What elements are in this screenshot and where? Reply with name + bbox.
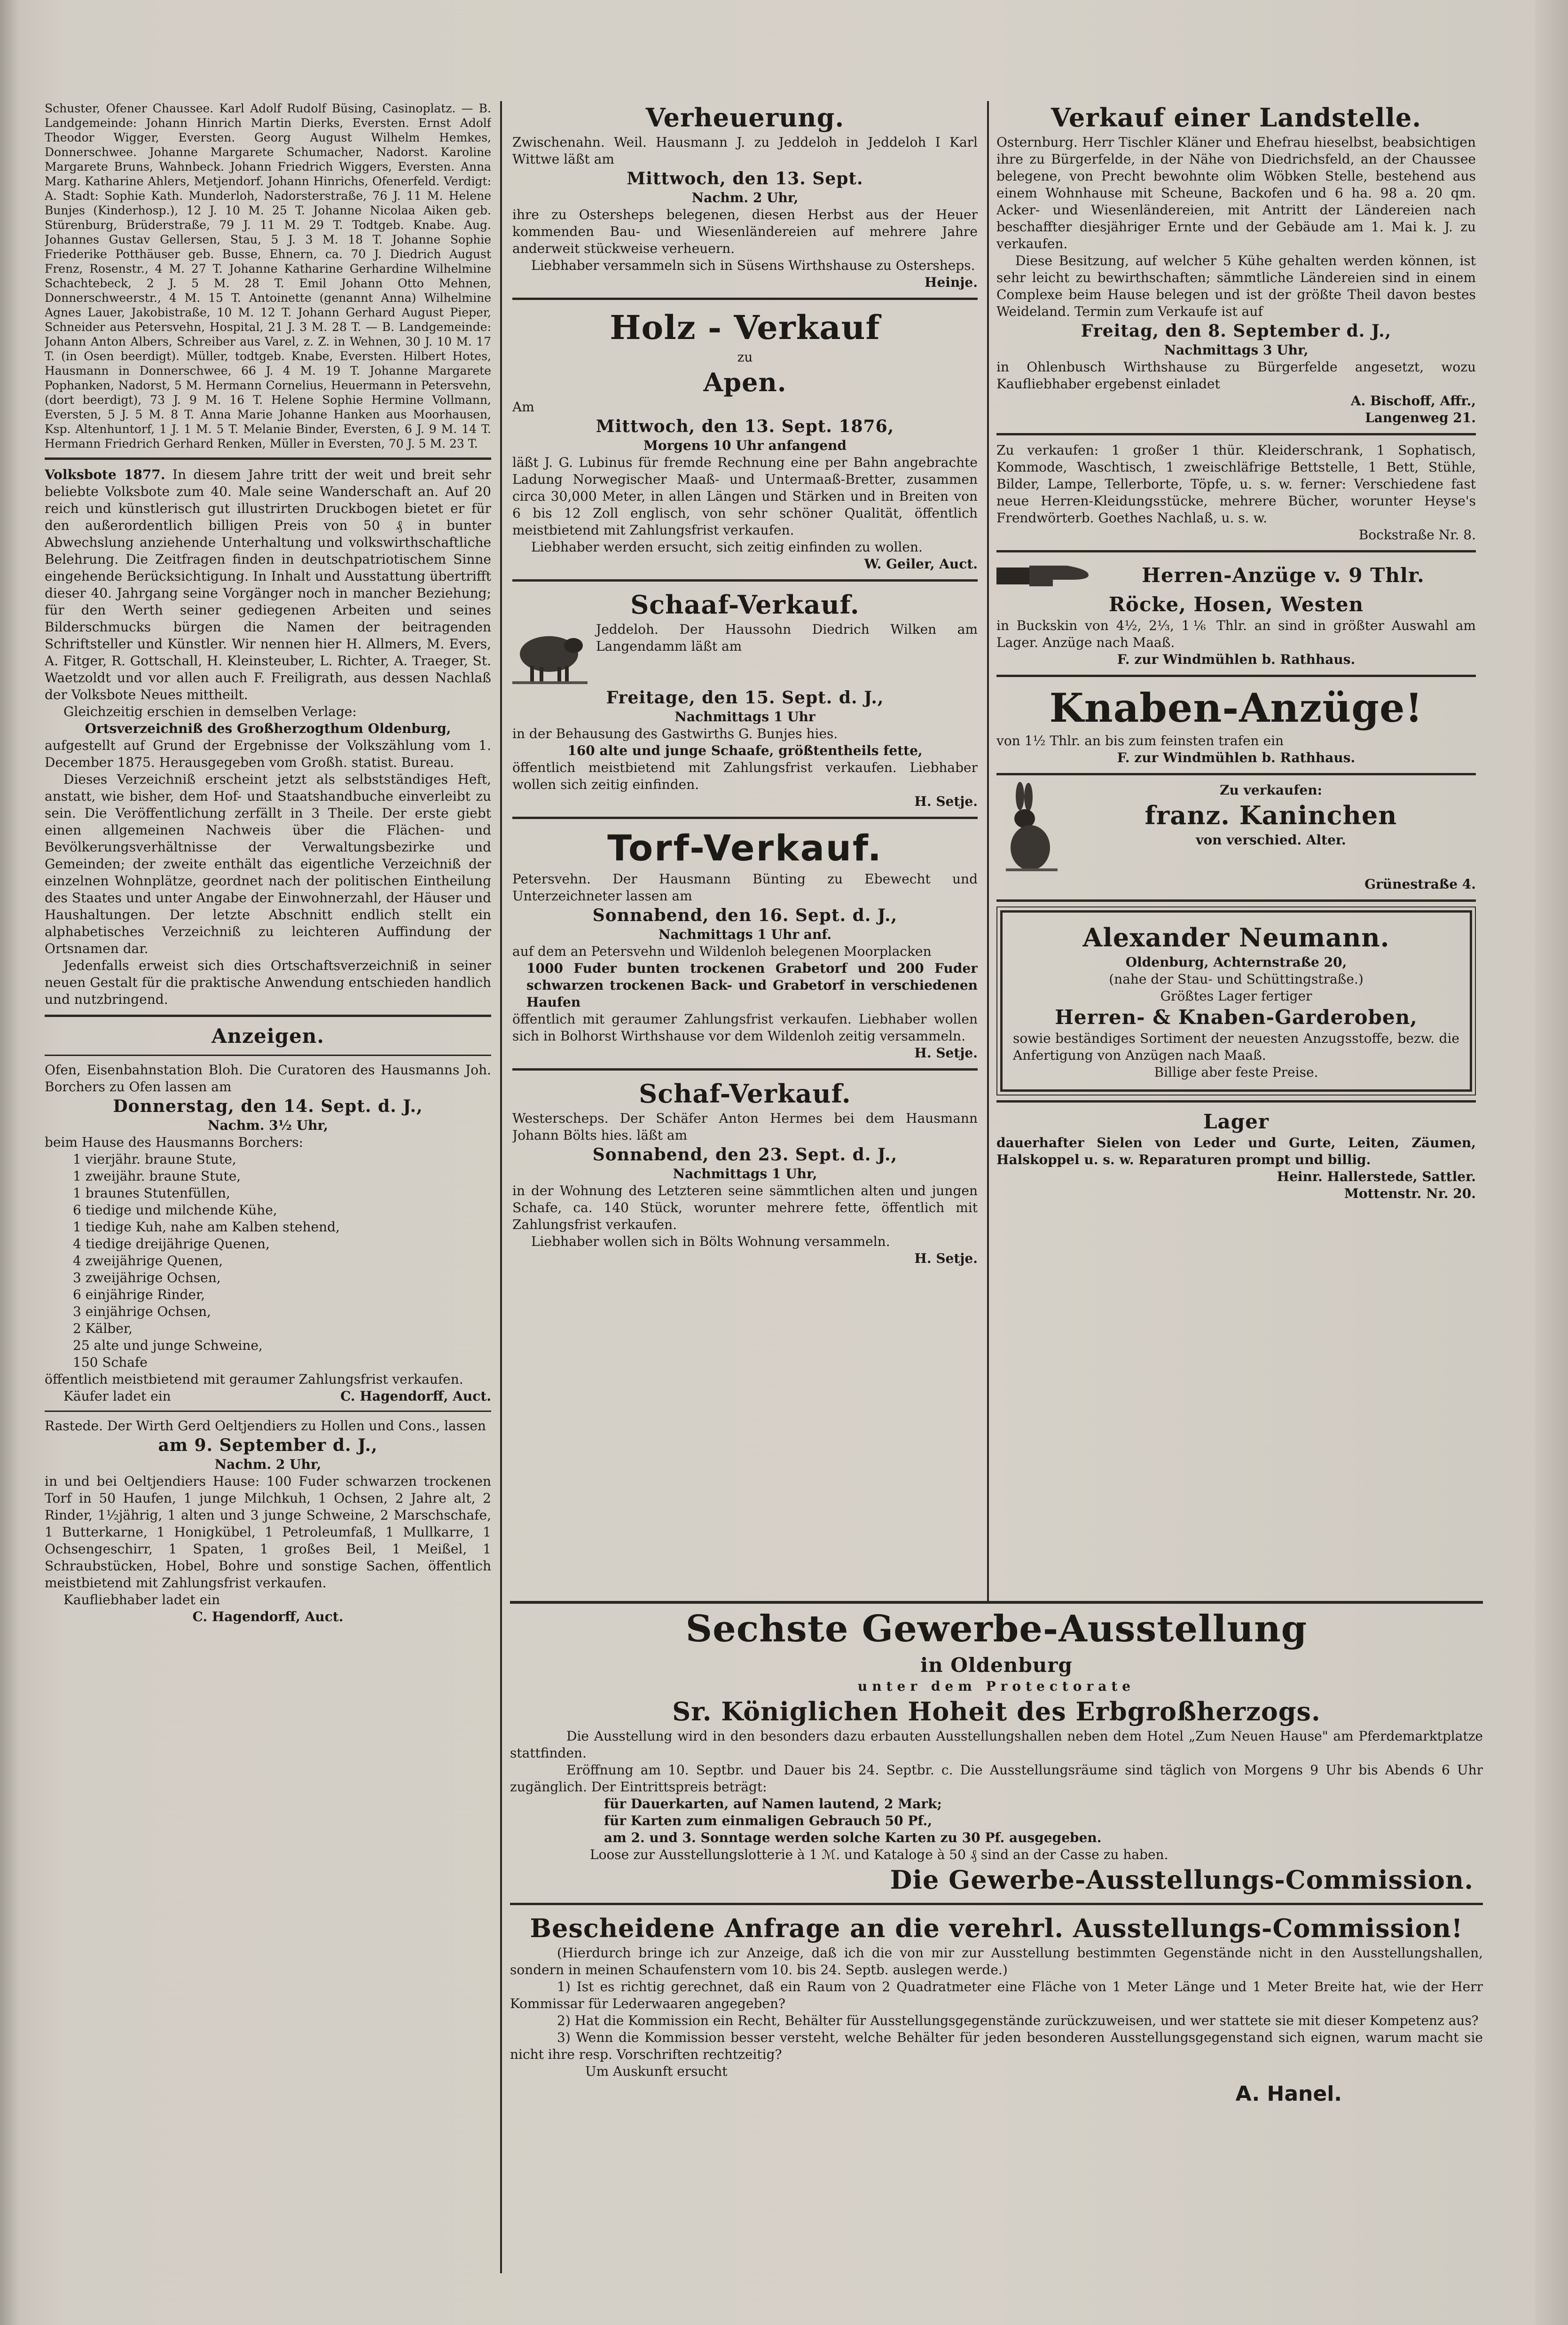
expo-heading: Sechste Gewerbe-Ausstellung <box>685 1608 1308 1650</box>
schaaf-intro: Jeddeloh. Der Haussohn Diedrich Wilken am Langendamm läßt am <box>596 622 978 654</box>
list-item: 1 tiedige Kuh, nahe am Kalben stehend, <box>73 1219 340 1235</box>
anfrage-question-3: 3) Wenn die Kommission besser versteht, welche Behälter für jeden besonderen Ausstellungsgegenstand sich eignen, warum macht sie nicht ihre resp. Vorschriften rechtzeitig? <box>510 2030 1483 2062</box>
divider <box>512 298 978 300</box>
ofen-date: Donnerstag, den 14. Sept. d. J., <box>113 1096 423 1116</box>
land-body: Osternburg. Herr Tischler Kläner und Ehefrau hieselbst, beabsichtigen ihre zu Bürgerfelde, in der Nähe von Diedrichsfeld, an der Chaussee belegene, von Precht bewohnte olim Wöbken Stelle, bestehend aus einem Wohnhause mit Scheune, Backofen und 6 ha. 98 a. 20 qm. Acker- und Wiesenländereien, mit Antritt der Ländereien nach beschaffter diesjähriger Ernte und der Gebäude am 1. Mai k. J. zu verkaufen. <box>996 134 1476 252</box>
heuer-end: Liebhaber versammeln sich in Süsens Wirthshause zu Ostersheps. <box>531 258 975 273</box>
expo-body-2: Eröffnung am 10. Septbr. und Dauer bis 24. Septbr. c. Die Ausstellungsräume sind täglich von Morgens 9 Uhr bis Abends 6 Uhr zugänglich. Der Eintrittspreis beträgt: <box>510 1762 1483 1795</box>
list-item: 6 tiedige und milchende Kühe, <box>73 1202 277 1218</box>
neumann-address: Oldenburg, Achternstraße 20, <box>1125 954 1347 970</box>
heuer-body: ihre zu Ostersheps belegenen, diesen Herbst aus der Heuer kommenden Bau- und Wiesenländereien auf mehrere Jahre anderweit stückweise verheuern. <box>512 207 978 256</box>
wide-section <box>510 1606 1483 2283</box>
kanin-address: Grünestraße 4. <box>1364 876 1476 892</box>
expo-body-1: Die Ausstellung wird in den besonders dazu erbauten Ausstellungshallen neben dem Hotel „Zum Neuen Hause" am Pferdemarktplatze stattfinden. <box>510 1728 1483 1761</box>
holz-body: läßt J. G. Lubinus für fremde Rechnung eine per Bahn angebrachte Ladung Norwegischer Maaß- und Untermaaß-Bretter, zusammen circa 30,000 Meter, in allen Längen und Stärken und in Breiten von 6 bis 12 Zoll englisch, von sehr schöner Qualität, öffentlich meistbietend mit Zahlungsfrist verkaufen. <box>512 455 978 538</box>
column-right <box>996 101 1476 1601</box>
divider <box>512 1068 978 1071</box>
torf-items: 1000 Fuder bunten trockenen Grabetorf und 200 Fuder schwarzen trockenen Back- und Grabetorf in verschiedenen Haufen <box>526 961 978 1010</box>
schaaf-heading: Schaaf-Verkauf. <box>630 590 860 620</box>
divider <box>996 433 1476 435</box>
list-item: 3 zweijährige Ochsen, <box>73 1270 221 1285</box>
neumann-goods: Herren- & Knaben-Garderoben, <box>1055 1006 1418 1029</box>
herren-sign: F. zur Windmühlen b. Rathhaus. <box>1117 652 1356 667</box>
ofen-list <box>45 1151 491 1371</box>
land-address: Langenweg 21. <box>1365 410 1476 426</box>
herren-row <box>996 559 1476 592</box>
sheep-icon <box>512 621 588 687</box>
anfrage-signature: A. Hanel. <box>1235 2082 1342 2106</box>
heuer-heading: Verheuerung. <box>645 102 845 133</box>
torf-heading: Torf-Verkauf. <box>607 827 883 869</box>
divider <box>45 1411 491 1412</box>
kanin-sub: von verschied. Alter. <box>1196 832 1346 848</box>
schaaf-sign: H. Setje. <box>914 794 978 809</box>
list-item: 4 tiedige dreijährige Quenen, <box>73 1236 270 1252</box>
schaaf-where: in der Behausung des Gastwirths G. Bunjes hies. <box>512 726 838 741</box>
divider <box>512 817 978 819</box>
herren-sub: Röcke, Hosen, Westen <box>1108 593 1364 616</box>
neumann-body: sowie beständiges Sortiment der neuesten Anzugsstoffe, bezw. die Anfertigung von Anzügen nach Maaß. <box>1013 1031 1459 1063</box>
land-body-2: Diese Besitzung, auf welcher 5 Kühe gehalten werden können, ist sehr leicht zu bewirthschaften; sämmtliche Ländereien sind in einem Complexe beim Hause belegen und ist der größte Theil davon bestes Weideland. Termin zum Verkaufe ist auf <box>996 253 1476 319</box>
list-item: 1 vierjähr. braune Stute, <box>73 1151 236 1167</box>
divider <box>996 550 1476 552</box>
column-left <box>45 101 491 2273</box>
lager-address: Mottenstr. Nr. 20. <box>1344 1186 1476 1201</box>
wide-section-rule <box>510 1601 1483 1604</box>
rastede-auctioneer: C. Hagendorff, Auct. <box>192 1609 344 1624</box>
list-item: 1 zweijähr. braune Stute, <box>73 1168 241 1184</box>
divider <box>510 1903 1483 1905</box>
kanin-heading: franz. Kaninchen <box>1145 800 1397 830</box>
holz-am: Am <box>512 399 534 415</box>
list-item: 6 einjährige Rinder, <box>73 1287 205 1302</box>
schaf2-end: Liebhaber wollen sich in Bölts Wohnung versammeln. <box>531 1234 890 1249</box>
ofen-time: Nachm. 3½ Uhr, <box>208 1118 328 1133</box>
neumann-near: (nahe der Stau- und Schüttingstraße.) <box>1109 971 1364 987</box>
schaaf-items: 160 alte und junge Schaafe, größtentheils fette, <box>567 743 923 758</box>
expo-in: in Oldenburg <box>920 1654 1073 1677</box>
schaf2-body: in der Wohnung des Letzteren seine sämmtlichen alten und jungen Schafe, ca. 140 Stück, worunter mehrere fette, öffentlich mit Zahlungsfrist verkaufen. <box>512 1183 978 1232</box>
expo-price-1: für Dauerkarten, auf Namen lautend, 2 Mark; <box>604 1796 942 1812</box>
list-item: 150 Schafe <box>73 1355 148 1370</box>
knaben-heading: Knaben-Anzüge! <box>1049 685 1423 731</box>
heuer-date: Mittwoch, den 13. Sept. <box>627 169 863 189</box>
ofen-end: öffentlich meistbietend mit geraumer Zahlungsfrist verkaufen. <box>45 1371 463 1387</box>
holz-end: Liebhaber werden ersucht, sich zeitig einfinden zu wollen. <box>531 539 923 555</box>
verzeichnis-intro: Gleichzeitig erschien in demselben Verlage: <box>63 704 357 719</box>
list-item: 1 braunes Stutenfüllen, <box>73 1185 230 1201</box>
rastede-body: in und bei Oeltjendiers Hause: 100 Fuder schwarzen trockenen Torf in 50 Haufen, 1 junge Milchkuh, 1 Ochsen, 2 Jahre alt, 2 Rinder, 1½jährig, 1 alten und 3 junge Schweine, 2 Marschschafe, 1 Butterkarne, 1 Honigkübel, 1 Petroleumfaß, 1 Mullkarre, 1 Ochsengeschirr, 1 Spaten, 1 großes Beil, 1 Meißel, 1 Schraubstücken, Hobel, Bohre und sonstige Sachen, öffentlich meistbietend mit Zahlungsfrist verkaufen. <box>45 1474 491 1591</box>
divider <box>45 457 491 460</box>
schaaf-end: öffentlich meistbietend mit Zahlungsfrist verkaufen. Liebhaber wollen sich zeitig einfinden. <box>512 760 978 792</box>
torf-date: Sonnabend, den 16. Sept. d. J., <box>592 906 898 925</box>
herren-body: in Buckskin von 4½, 2⅓, 1⅙ Thlr. an sind in größter Auswahl am Lager. Anzüge nach Maaß. <box>996 618 1476 650</box>
column-rule-2 <box>987 101 989 1601</box>
torf-end: öffentlich mit geraumer Zahlungsfrist verkaufen. Liebhaber wollen sich in Bolhorst Wirthshause vor dem Wildenloh zeitig versammeln. <box>512 1011 978 1044</box>
herren-heading: Herren-Anzüge v. 9 Thlr. <box>1142 564 1425 587</box>
list-item: 3 einjährige Ochsen, <box>73 1304 211 1319</box>
verzeichnis-sub: aufgestellt auf Grund der Ergebnisse der Volkszählung vom 1. December 1875. Herausgegeben vom Großh. statist. Bureau. <box>45 738 491 770</box>
anfrage-intro: (Hierdurch bringe ich zur Anzeige, daß ich die von mir zur Ausstellung bestimmten Gegenstände nicht in den Ausstellungshallen, sondern in meinen Schaufenstern vom 10. bis 24. Septb. auslegen werde.) <box>510 1945 1483 1978</box>
land-time: Nachmittags 3 Uhr, <box>1164 342 1309 358</box>
pointing-hand-icon <box>996 559 1090 592</box>
divider <box>996 1100 1476 1103</box>
divider <box>996 899 1476 902</box>
expo-patron: Sr. Königlichen Hoheit des Erbgroßherzogs. <box>672 1696 1321 1726</box>
divider <box>512 579 978 582</box>
land-sign: A. Bischoff, Affr., <box>1350 393 1476 409</box>
ofen-where: beim Hause des Hausmanns Borchers: <box>45 1135 304 1150</box>
ofen-sign-lead: Käufer ladet ein <box>63 1388 171 1404</box>
holz-sign: W. Geiler, Auct. <box>864 556 978 572</box>
divider <box>45 1055 491 1056</box>
ofen-auctioneer: C. Hagendorff, Auct. <box>340 1388 491 1404</box>
torf-time: Nachmittags 1 Uhr anf. <box>658 927 832 942</box>
rabbit-icon <box>1001 782 1058 876</box>
lager-heading: Lager <box>1203 1110 1269 1133</box>
verzeichnis-end: Jedenfalls erweist sich dies Ortschaftsverzeichniß in seiner neuen Gestalt für die praktische Anwendung entschieden handlich und nutzbringend. <box>45 958 491 1007</box>
schaf2-time: Nachmittags 1 Uhr, <box>673 1166 817 1182</box>
expo-price-3: am 2. und 3. Sonntage werden solche Karten zu 30 Pf. ausgegeben. <box>604 1830 1102 1845</box>
schaf2-sign: H. Setje. <box>914 1251 978 1266</box>
heuer-time: Nachm. 2 Uhr, <box>691 190 799 205</box>
kanin-lead: Zu verkaufen: <box>1220 782 1322 798</box>
page-edge <box>1535 0 1568 2325</box>
divider <box>996 675 1476 677</box>
neumann-ad-box <box>1000 910 1472 1092</box>
knaben-sign: F. zur Windmühlen b. Rathhaus. <box>1117 750 1356 765</box>
holz-date: Mittwoch, den 13. Sept. 1876, <box>596 417 894 436</box>
schaaf-date: Freitage, den 15. Sept. d. J., <box>606 688 884 708</box>
volksbote-heading: Volksbote 1877. <box>45 467 165 482</box>
land-heading: Verkauf einer Landstelle. <box>1051 102 1422 133</box>
rastede-sign-lead: Kaufliebhaber ladet ein <box>63 1592 220 1608</box>
neumann-end: Billige aber feste Preise. <box>1154 1064 1318 1080</box>
neumann-heading: Alexander Neumann. <box>1082 922 1390 953</box>
torf-sign: H. Setje. <box>914 1045 978 1061</box>
list-item: 25 alte und junge Schweine, <box>73 1338 263 1353</box>
schaf2-heading: Schaf-Verkauf. <box>639 1079 851 1109</box>
rastede-date: am 9. September d. J., <box>158 1435 378 1455</box>
land-where: in Ohlenbusch Wirthshause zu Bürgerfelde angesetzt, wozu Kaufliebhaber ergebenst einladet <box>996 359 1476 392</box>
volksbote-text: In diesem Jahre tritt der weit und breit sehr beliebte Volksbote zum 40. Male seine Wanderschaft an. Auf 20 reich und künstlerisch gut illustrirten Druckbogen bietet er für den außerordentlich billigen Preis von 50 ₰ in bunter Abwechslung anziehende Unterhaltung und volkswirthschaftliche Belehrung. Die Zeitfragen finden in deutschpatriotischem Sinne eingehende Berücksichtigung. In Inhalt und Ausstattung übertrifft dieser 40. Jahrgang seine Vorgänger noch in mancher Beziehung; für den Werth seiner gediegenen Arbeiten und seines Bilderschmucks bürgen die Namen der beitragenden Schriftsteller und Künstler. Wir nennen hier H. Allmers, M. Evers, A. Fitger, R. Gottschall, H. Kleinsteuber, L. Richter, A. Traeger, St. Waetzoldt und vor allen auch F. Freiligrath, aus dessen Nachlaß der Volksbote Neues mittheilt. <box>45 467 491 702</box>
expo-price-2: für Karten zum einmaligen Gebrauch 50 Pf., <box>604 1813 932 1828</box>
neumann-lager: Größtes Lager fertiger <box>1160 988 1312 1004</box>
lager-body: dauerhafter Sielen von Leder und Gurte, Leiten, Zäumen, Halskoppel u. s. w. Reparaturen prompt und billig. <box>996 1135 1476 1167</box>
holz-place: Apen. <box>703 367 787 397</box>
anfrage-heading: Bescheidene Anfrage an die verehrl. Ausstellungs-Commission! <box>530 1913 1463 1943</box>
anzeigen-heading: Anzeigen. <box>212 1025 324 1048</box>
divider <box>45 1015 491 1017</box>
ofen-signature <box>45 1388 491 1405</box>
ofen-intro: Ofen, Eisenbahnstation Bloh. Die Curatoren des Hausmanns Joh. Borchers zu Ofen lassen am <box>45 1062 491 1095</box>
anfrage-question-2: 2) Hat die Kommission ein Recht, Behälter für Ausstellungsgegenstände zurückzuweisen, und wer stattete sie mit dieser Kompetenz aus? <box>557 2013 1479 2028</box>
holz-time: Morgens 10 Uhr anfangend <box>643 438 847 453</box>
holz-heading: Holz - Verkauf <box>610 308 880 347</box>
expo-under: unter dem Protectorate <box>857 1679 1136 1694</box>
anfrage-end: Um Auskunft ersucht <box>585 2064 728 2079</box>
torf-intro: Petersvehn. Der Hausmann Bünting zu Ebewecht und Unterzeichneter lassen am <box>512 871 978 904</box>
list-item: 2 Kälber, <box>73 1321 133 1336</box>
verzeichnis-title: Ortsverzeichniß des Großherzogthum Oldenburg, <box>85 721 451 736</box>
heuer-intro: Zwischenahn. Weil. Hausmann J. zu Jeddeloh in Jeddeloh I Karl Wittwe läßt am <box>512 134 978 167</box>
column-rule-1 <box>500 101 502 2273</box>
rastede-intro: Rastede. Der Wirth Gerd Oeltjendiers zu Hollen und Cons., lassen <box>45 1418 486 1434</box>
furniture-ad: Zu verkaufen: 1 großer 1 thür. Kleiderschrank, 1 Sophatisch, Kommode, Waschtisch, 1 zweischläfrige Bettstelle, 1 Bett, Stühle, Bilder, Lampe, Tellerborte, Töpfe, u. s. w. ferner: Verschiedene fast neue Herren-Kleidungsstücke, mehrere Bücher, worunter Heyse's Frendwörterb. Goethes Nachlaß, u. s. w. <box>996 442 1476 526</box>
schaf2-date: Sonnabend, den 23. Sept. d. J., <box>592 1145 898 1165</box>
furniture-address: Bockstraße Nr. 8. <box>1358 527 1476 543</box>
column-middle <box>512 101 978 1601</box>
torf-where: auf dem an Petersvehn und Wildenloh belegenen Moorplacken <box>512 944 932 959</box>
divider <box>996 773 1476 775</box>
knaben-body: von 1½ Thlr. an bis zum feinsten trafen ein <box>996 733 1284 749</box>
schaf2-intro: Westerscheps. Der Schäfer Anton Hermes bei dem Hausmann Johann Bölts hies. läßt am <box>512 1111 978 1143</box>
rastede-time: Nachm. 2 Uhr, <box>214 1457 321 1472</box>
holz-zu: zu <box>737 349 753 365</box>
expo-signature: Die Gewerbe-Ausstellungs-Commission. <box>890 1865 1474 1895</box>
volksbote-ad <box>45 466 491 703</box>
lager-sign: Heinr. Hallerstede, Sattler. <box>1277 1169 1476 1184</box>
expo-lose: Loose zur Ausstellungslotterie à 1 ℳ. und Kataloge à 50 ₰ sind an der Casse zu haben. <box>590 1847 1168 1862</box>
civil-register: Schuster, Ofener Chaussee. Karl Adolf Rudolf Büsing, Casinoplatz. — B. Landgemeinde: Johann Hinrich Martin Dierks, Eversten. Ernst Adolf Theodor Wigger, Eversten. Georg August Wilhelm Hemkes, Donnerschwee. Johanne Margarete Schumacher, Nadorst. Karoline Margarete Bruns, Wahnbeck. Johann Friedrich Wiggers, Eversten. Anna Marg. Katharine Ahlers, Metjendorf. Johann Hinrichs, Ofenerfeld. Verdigt: A. Stadt: Sophie Kath. Munderloh, Nadorsterstraße, 76 J. 11 M. Helene Bunjes (Kinderhosp.), 12 J. 10 M. 25 T. Johanne Nicolaa Aiken geb. Stürenburg, Brüderstraße, 79 J. 11 M. 29 T. Todtgeb. Knabe. Aug. Johannes Gustav Gellersen, Stau, 5 J. 3 M. 18 T. Johanne Sophie Friederike Potthäuser geb. Busse, Ehnern, ca. 70 J. Diedrich August Frenz, Rosenstr., 4 M. 27 T. Johanne Katharine Gerhardine Wilhelmine Schachtebeck, 2 J. 5 M. 28 T. Emil Johann Otto Mehnen, Donnerschweerstr., 4 M. 15 T. Antoinette (genannt Anna) Wilhelmine Agnes Lauer, Jakobistraße, 10 M. 12 T. Johann Gerhard August Pieper, Schneider aus Petersvehn, Hospital, 21 J. 3 M. 28 T. — B. Landgemeinde: Johann Anton Albers, Schreiber aus Varel, z. Z. in Wehnen, 30 J. 10 M. 17 T. (in Osen beerdigt). Müller, todtgeb. Knabe, Eversten. Hilbert Hotes, Hausmann in Donnerschwee, 66 J. 4 M. 19 T. Johanne Margarete Pophanken, Nadorst, 5 M. Hermann Cornelius, Heuermann in Petersvehn, (dort beerdigt), 73 J. 9 M. 16 T. Helene Sophie Hermine Vollmann, Eversten, 5 J. 5 M. 8 T. Anna Marie Johanne Hanken aus Moorhausen, Ksp. Altenhuntorf, 1 J. 1 M. 5 T. Melanie Binder, Eversten, 6 J. 9 M. 14 T. Hermann Friedrich Gerhard Renken, Müller in Eversten, 70 J. 5 M. 23 T. <box>45 102 491 450</box>
land-date: Freitag, den 8. September d. J., <box>1081 321 1392 341</box>
verzeichnis-body: Dieses Verzeichniß erscheint jetzt als selbstständiges Heft, anstatt, wie bisher, dem Hof- und Staatshandbuche einverleibt zu sein. Die Veröffentlichung zerfällt in 3 Theile. Der erste giebt einen allgemeinen Nachweis über die Flächen- und Bevölkerungsverhältnisse der Verwaltungsbezirke und Gemeinden; der zweite enthält das eigentliche Verzeichniß der einzelnen Wohnplätze, geordnet nach der politischen Eintheilung des Staates und unter Angabe der Einwohnerzahl, der Häuser und Haushaltungen. Der letzte Abschnitt endlich stellt ein alphabetisches Verzeichniß zu leichteren Auffindung der Ortsnamen dar. <box>45 772 491 956</box>
schaaf-time: Nachmittags 1 Uhr <box>674 709 815 725</box>
list-item: 4 zweijährige Quenen, <box>73 1253 223 1269</box>
anfrage-question-1: 1) Ist es richtig gerechnet, daß ein Raum von 2 Quadratmeter eine Fläche von 1 Meter Länge und 1 Meter Breite hat, wie der Herr Kommissar für Lederwaaren angegeben? <box>510 1979 1483 2011</box>
heuer-sign: Heinje. <box>925 275 978 290</box>
